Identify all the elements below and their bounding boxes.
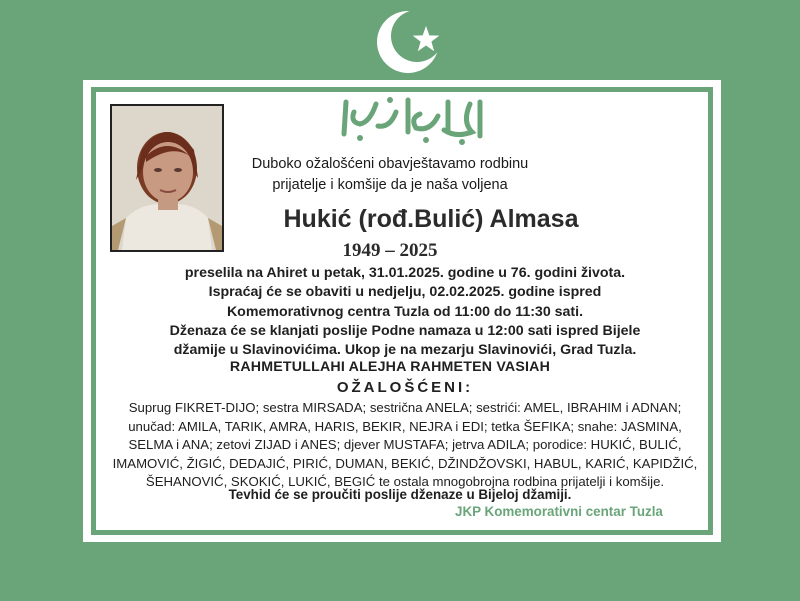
announcement-body xyxy=(100,264,710,360)
mourners-list xyxy=(97,399,713,492)
family-line: ŠEHANOVIĆ, SKOKIĆ, LUKIĆ, BEGIĆ te ostala mnogobrojna rodbina prijatelji i komšije. xyxy=(145,474,665,490)
intro-line: Duboko ožalošćeni obavještavamo rodbinu xyxy=(251,156,529,172)
body-line: džamije u Slavinovićima. Ukop je na mezarju Slavinovići, Grad Tuzla. xyxy=(173,342,637,359)
body-line: Dženaza će se klanjati poslije Podne namaza u 12:00 sati ispred Bijele xyxy=(169,322,641,339)
portrait-photo xyxy=(110,104,224,252)
family-line: unučad: AMILA, TARIK, AMRA, HARIS, BEKIR, NEJRA i EDI; tetka ŠEFIKA; snahe: JASMINA, xyxy=(128,418,682,434)
body-line: Ispraćaj će se obaviti u nedjelju, 02.02.2025. godine ispred xyxy=(208,284,602,301)
deceased-name: Hukić (rođ.Bulić) Almasa xyxy=(283,205,579,233)
prayer-line: RAHMETULLAHI ALEJHA RAHMETEN VASIAH xyxy=(229,359,551,375)
intro-text xyxy=(240,154,540,196)
body-line: Komemorativnog centra Tuzla od 11:00 do 11:30 sati. xyxy=(226,303,584,320)
life-years: 1949 – 2025 xyxy=(342,240,438,261)
family-line: SELMA i ANA; zetovi ZIJAD i ANES; djever MUSTAFA; jetrva ADILA; porodice: HUKIĆ, BULIĆ, xyxy=(128,437,682,453)
crescent-star-icon xyxy=(370,6,450,76)
calligraphy-icon xyxy=(330,92,490,148)
mourners-heading: OŽALOŠĆENI: xyxy=(336,379,474,396)
body-line: preselila na Ahiret u petak, 31.01.2025. godine u 76. godini života. xyxy=(184,265,626,281)
family-line: IMAMOVIĆ, ŽIGIĆ, DEDAJIĆ, PIRIĆ, DUMAN, BEKIĆ, DŽINDŽOVSKI, HABUL, KARIĆ, KAPIDŽIĆ, xyxy=(112,455,698,471)
family-line: Suprug FIKRET-DIJO; sestra MIRSADA; sestrična ANELA; sestrići: AMEL, IBRAHIM i ADNAN; xyxy=(128,400,682,415)
signature: JKP Komemorativni centar Tuzla xyxy=(455,504,663,519)
portrait-image xyxy=(112,106,222,250)
tevhid-note: Tevhid će se proučiti poslije dženaze u Bijeloj džamiji. xyxy=(228,487,572,502)
intro-line: prijatelje i komšije da je naša voljena xyxy=(272,177,508,193)
